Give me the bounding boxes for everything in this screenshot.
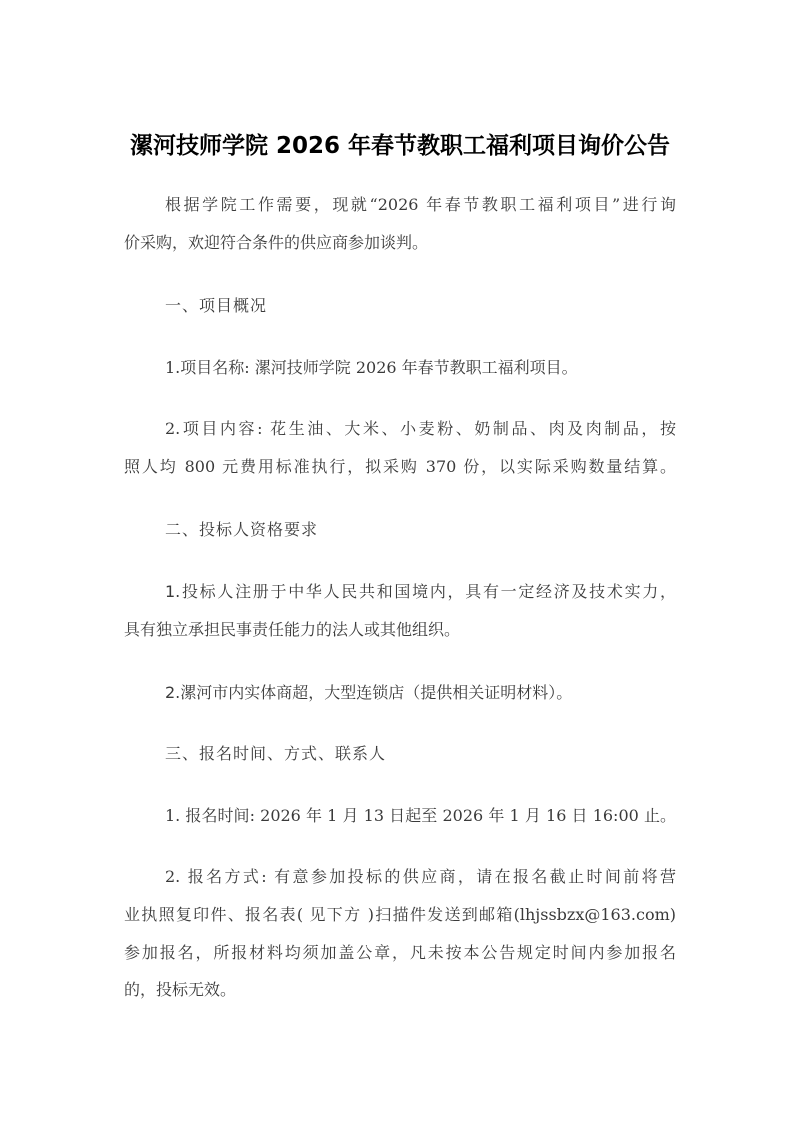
section-3-item-2-line-4: 的，投标无效。 — [124, 980, 237, 999]
section-1-item-2-line-2: 照人均 800 元费用标准执行，拟采购 370 份，以实际采购数量结算。 — [124, 457, 676, 476]
section-2-heading: 二、投标人资格要求 — [165, 520, 319, 539]
intro-line-2: 价采购，欢迎符合条件的供应商参加谈判。 — [124, 233, 429, 252]
section-3-item-2-line-3: 参加报名，所报材料均须加盖公章，凡未按本公告规定时间内参加报名 — [124, 943, 676, 962]
section-2-item-2: 2.漯河市内实体商超，大型连锁店（提供相关证明材料）。 — [165, 683, 573, 702]
section-1-heading: 一、项目概况 — [165, 296, 268, 315]
section-1-item-1: 1.项目名称: 漯河技师学院 2026 年春节教职工福利项目。 — [165, 358, 578, 377]
intro-line-1: 根据学院工作需要，现就“2026 年春节教职工福利项目”进行询 — [165, 195, 676, 214]
section-1-item-2-line-1: 2.项目内容: 花生油、大米、小麦粉、奶制品、肉及肉制品，按 — [165, 419, 676, 438]
section-3-item-1: 1. 报名时间: 2026 年 1 月 13 日起至 2026 年 1 月 16 日 16:00 止。 — [165, 806, 676, 825]
document-title: 漯河技师学院 2026 年春节教职工福利项目询价公告 — [129, 133, 671, 159]
section-3-item-2-line-1: 2. 报名方式: 有意参加投标的供应商，请在报名截止时间前将营 — [165, 867, 676, 886]
section-3-heading: 三、报名时间、方式、联系人 — [165, 744, 387, 763]
section-3-item-2-line-2: 业执照复印件、报名表( 见下方 )扫描件发送到邮箱(lhjssbzx@163.com) — [124, 905, 676, 924]
section-2-item-1-line-2: 具有独立承担民事责任能力的法人或其他组织。 — [124, 620, 461, 639]
section-2-item-1-line-1: 1.投标人注册于中华人民共和国境内，具有一定经济及技术实力， — [165, 582, 676, 601]
